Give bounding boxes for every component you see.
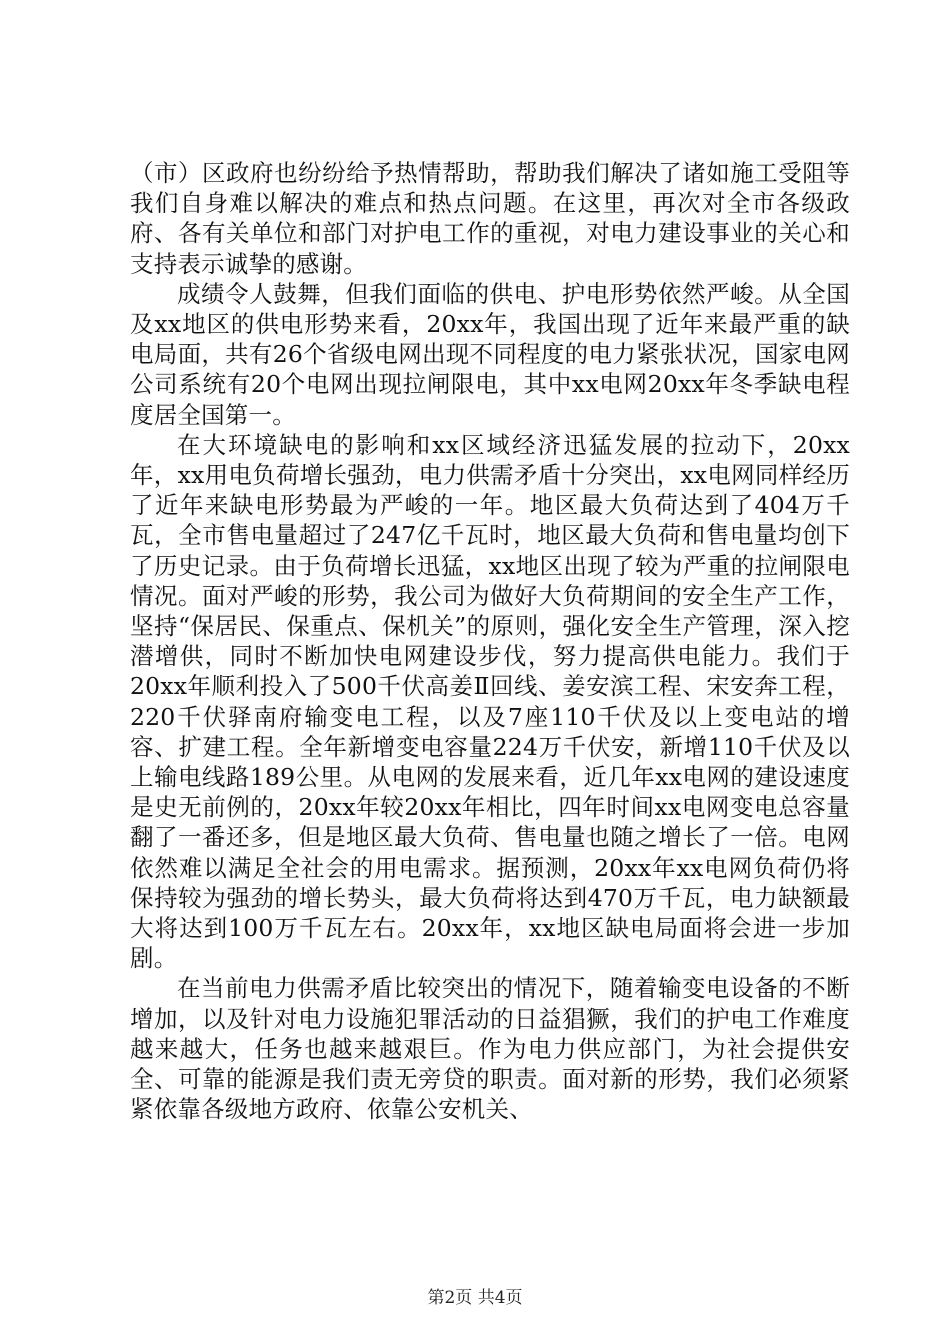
paragraph-3: 在大环境缺电的影响和xx区域经济迅猛发展的拉动下，20xx年，xx用电负荷增长强劲，电力供需矛盾十分突出，xx电网同样经历了近年来缺电形势最为严峻的一年。地区最大负荷达到了404万千瓦，全市售电量超过了247亿千瓦时，地区最大负荷和售电量均创下了历史记录。由于负荷增长迅猛，xx地区出现了较为严重的拉闸限电情况。面对严峻的形势，我公司为做好大负荷期间的安全生产工作，坚持“保居民、保重点、保机关”的原则，强化安全生产管理，深入挖潜增供，同时不断加快电网建设步伐，努力提高供电能力。我们于20xx年顺利投入了500千伏高姜Ⅱ回线、姜安滨工程、宋安奔工程，220千伏驿南府输变电工程，以及7座110千伏及以上变电站的增容、扩建工程。全年新增变电容量224万千伏安，新增110千伏及以上输电线路189公里。从电网的发展来看，近几年xx电网的建设速度是史无前例的，20xx年较20xx年相比，四年时间xx电网变电总容量翻了一番还多，但是地区最大负荷、售电量也随之增长了一倍。电网依然难以满足全社会的用电需求。据预测，20xx年xx电网负荷仍将保持较为强劲的增长势头，最大负荷将达到470万千瓦，电力缺额最大将达到100万千瓦左右。20xx年，xx地区缺电局面将会进一步加剧。 (130, 430, 850, 973)
paragraph-2: 成绩令人鼓舞，但我们面临的供电、护电形势依然严峻。从全国及xx地区的供电形势来看，20xx年，我国出现了近年来最严重的缺电局面，共有26个省级电网出现不同程度的电力紧张状况，国家电网公司系统有20个电网出现拉闸限电，其中xx电网20xx年冬季缺电程度居全国第一。 (130, 279, 850, 429)
paragraph-4: 在当前电力供需矛盾比较突出的情况下，随着输变电设备的不断增加，以及针对电力设施犯罪活动的日益猖獗，我们的护电工作难度越来越大，任务也越来越艰巨。作为电力供应部门，为社会提供安全、可靠的能源是我们责无旁贷的职责。面对新的形势，我们必须紧紧依靠各级地方政府、依靠公安机关、 (130, 974, 850, 1124)
page-number-footer: 第2页 共4页 (427, 1288, 523, 1308)
paragraph-1: （市）区政府也纷纷给予热情帮助，帮助我们解决了诸如施工受阻等我们自身难以解决的难点和热点问题。在这里，再次对全市各级政府、各有关单位和部门对护电工作的重视，对电力建设事业的关心和支持表示诚挚的感谢。 (130, 159, 850, 278)
document-body (130, 158, 850, 1125)
